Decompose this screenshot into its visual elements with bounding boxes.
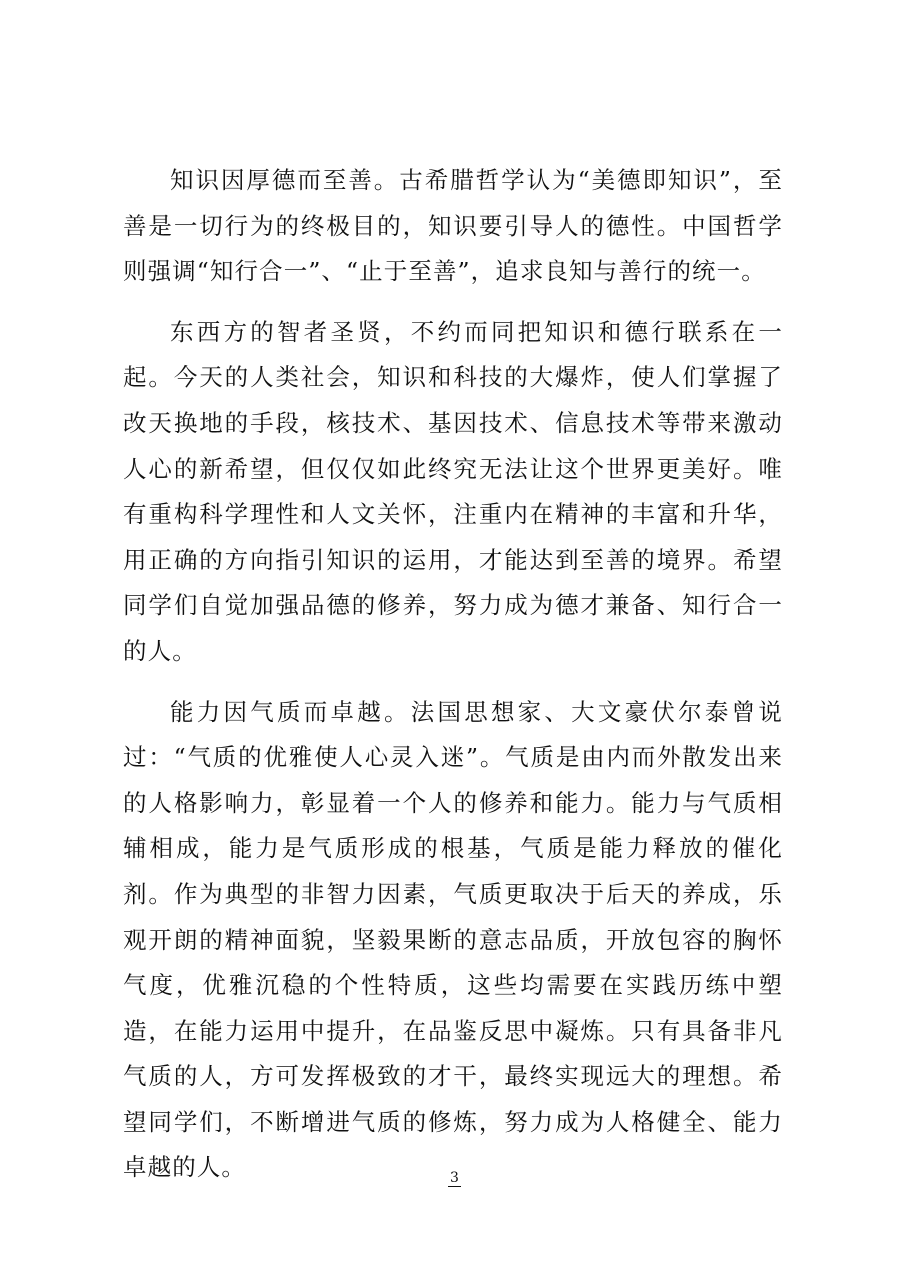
page-number-label: 3 [450,1170,459,1186]
paragraph-ability-temperament: 能力因气质而卓越。法国思想家、大文豪伏尔泰曾说过：“气质的优雅使人心灵入迷”。气质是由内而外散发出来的人格影响力，彰显着一个人的修养和能力。能力与气质相辅相成，能力是气质形成的根基，气质是能力释放的催化剂。作为典型的非智力因素，气质更取决于后天的养成，乐观开朗的精神面貌，坚毅果断的意志品质，开放包容的胸怀气度，优雅沉稳的个性特质，这些均需要在实践历练中塑造，在能力运用中提升，在品鉴反思中凝炼。只有具备非凡气质的人，方可发挥极致的才干，最终实现远大的理想。希望同学们，不断增进气质的修炼，努力成为人格健全、能力卓越的人。 [123,697,783,1182]
paragraph-knowledge-virtue: 知识因厚德而至善。古希腊哲学认为“美德即知识”，至善是一切行为的终极目的，知识要引导人的德性。中国哲学则强调“知行合一”、“止于至善”，追求良知与善行的统一。 [123,166,783,286]
document-body [123,158,783,1191]
page-number [0,1168,909,1188]
paragraph-east-west-sages: 东西方的智者圣贤，不约而同把知识和德行联系在一起。今天的人类社会，知识和科技的大爆炸，使人们掌握了改天换地的手段，核技术、基因技术、信息技术等带来激动人心的新希望，但仅仅如此终究无法让这个世界更美好。唯有重构科学理性和人文关怀，注重内在精神的丰富和升华，用正确的方向指引知识的运用，才能达到至善的境界。希望同学们自觉加强品德的修养，努力成为德才兼备、知行合一的人。 [123,317,783,665]
